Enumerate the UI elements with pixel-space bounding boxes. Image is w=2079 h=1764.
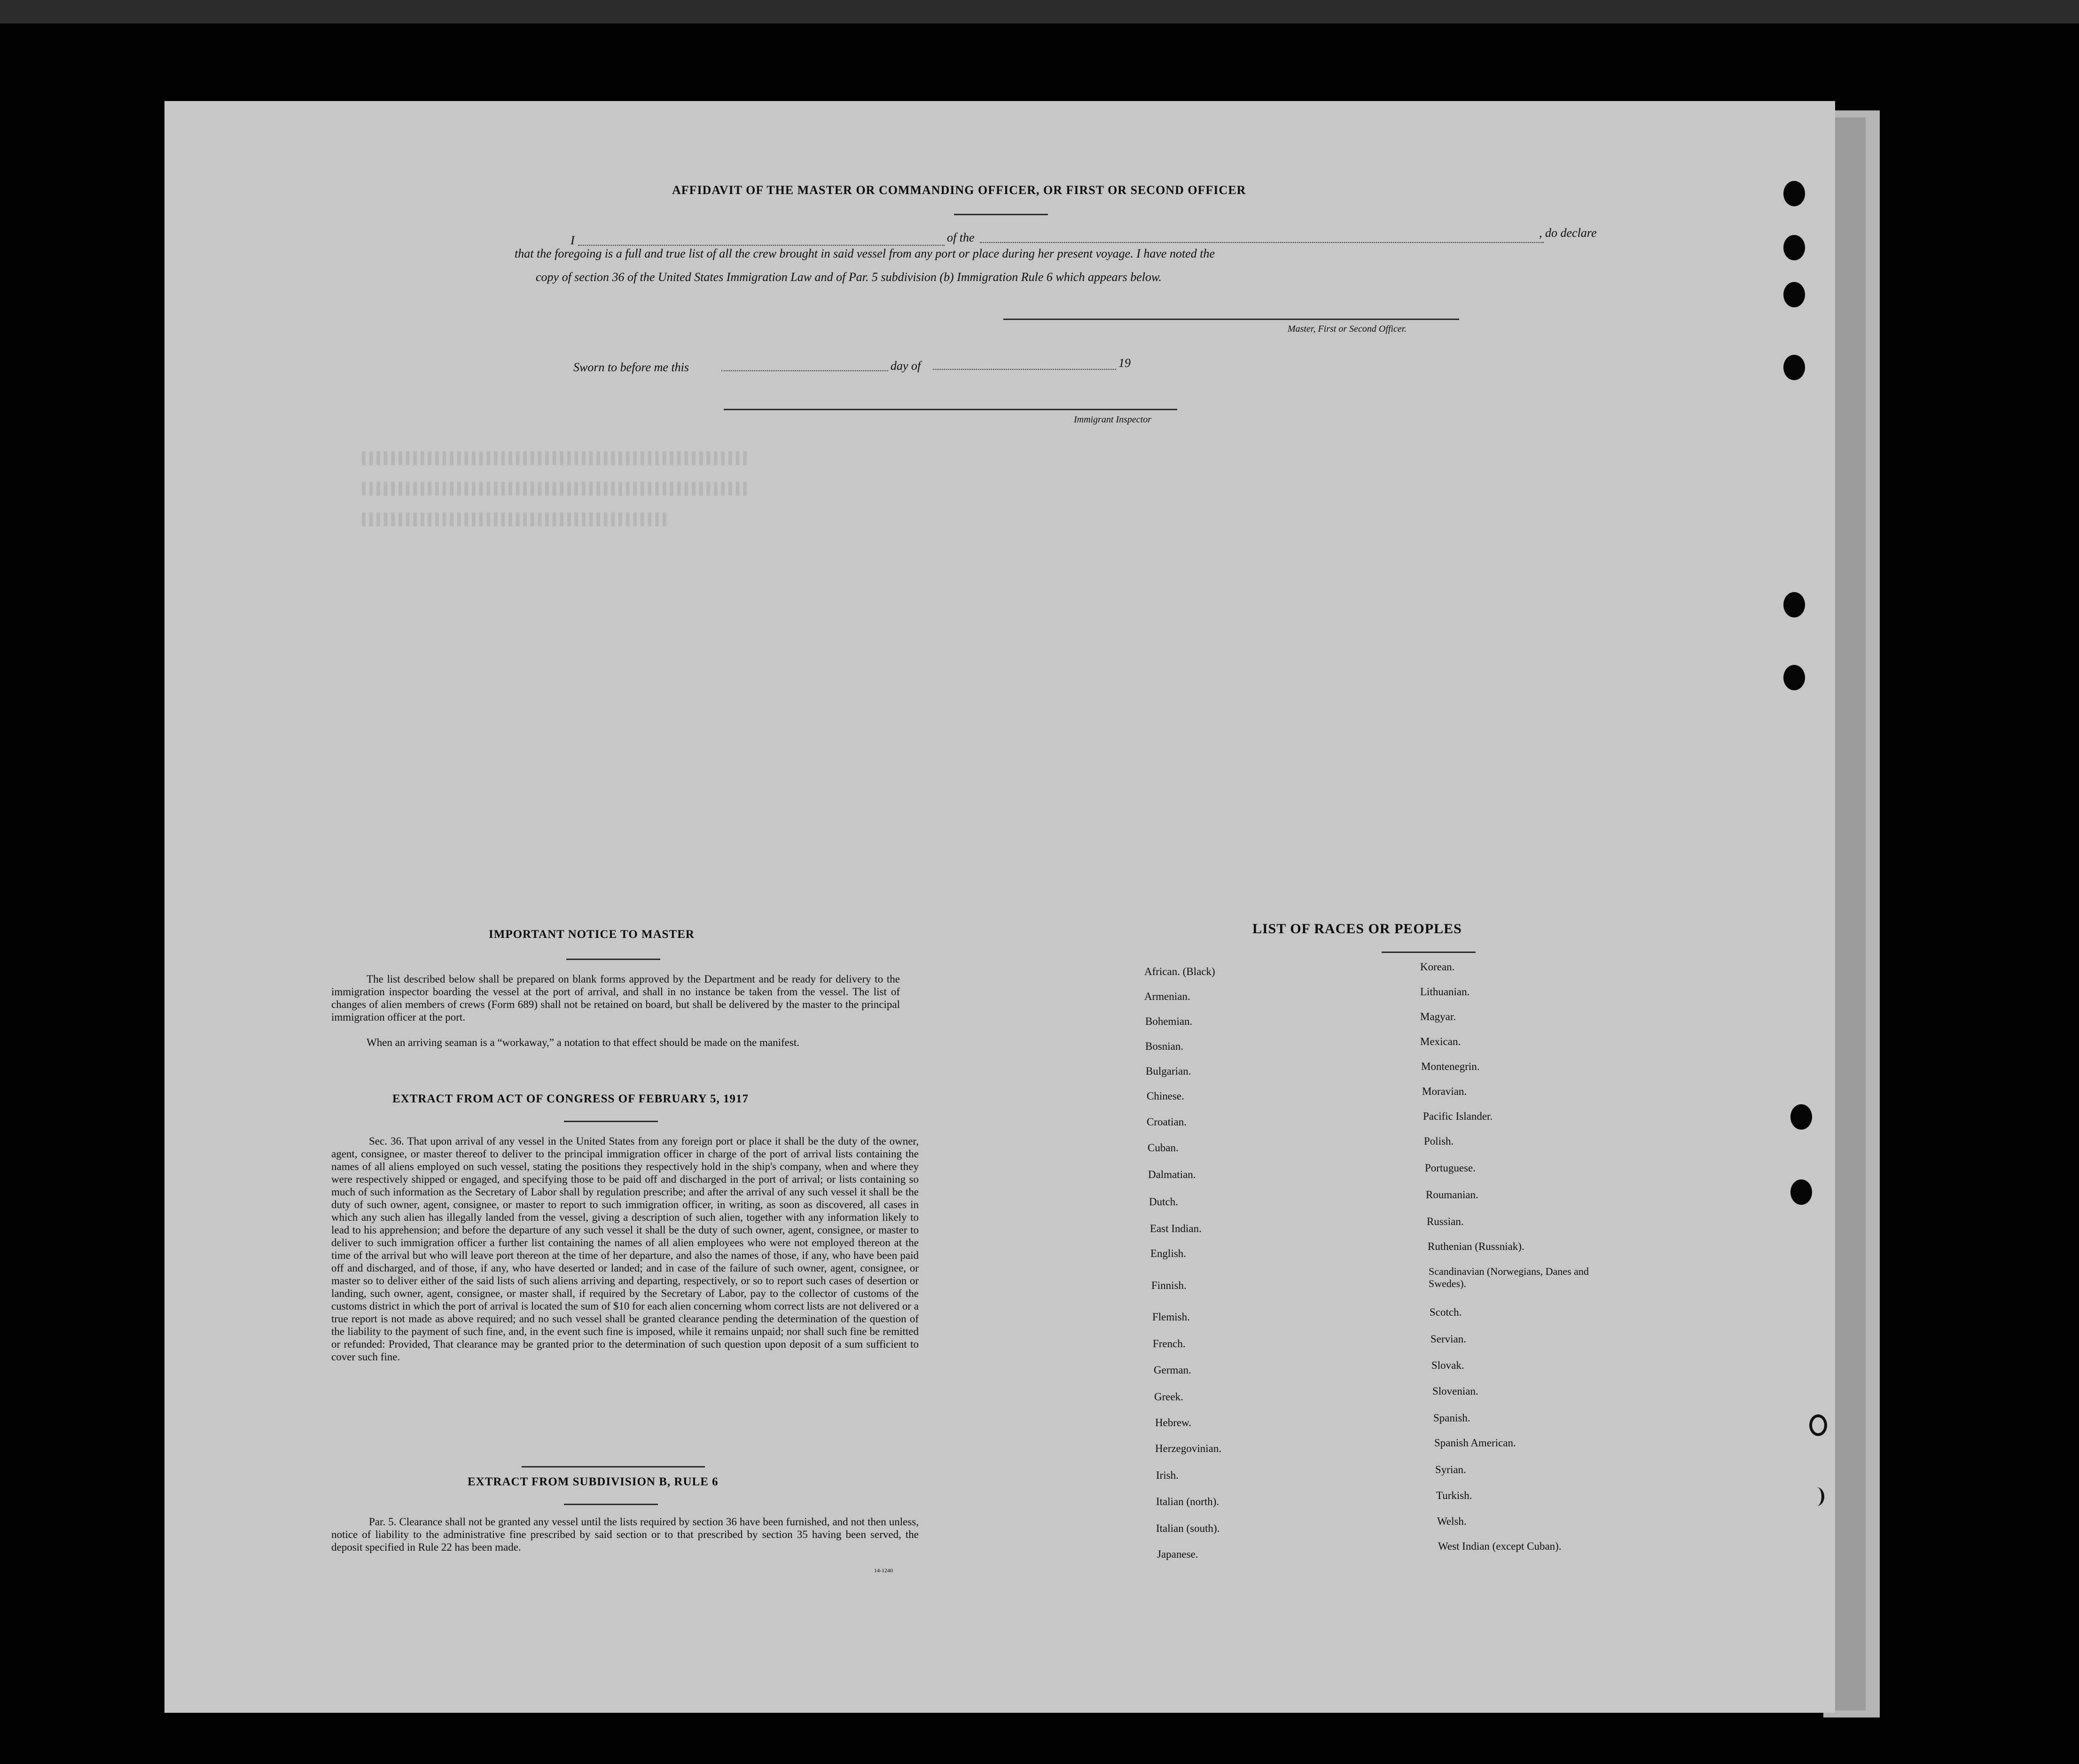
binder-hole (1783, 282, 1805, 307)
extract-act-title: EXTRACT FROM ACT OF CONGRESS OF FEBRUARY 5, 1917 (392, 1093, 749, 1105)
race-item: Bulgarian. (1146, 1065, 1191, 1077)
extract-rule-underline (564, 1504, 658, 1505)
affidavit-declare-label: , do declare (1539, 226, 1597, 240)
extract-act-underline (564, 1121, 658, 1122)
sworn-label: Sworn to before me this (573, 360, 689, 374)
race-item: Servian. (1430, 1333, 1467, 1345)
binder-hole (1783, 592, 1805, 617)
notice-paragraph-2: When an arriving seaman is a “workaway,” a notation to that effect should be made on the manifest. (367, 1037, 799, 1048)
race-item: Turkish. (1436, 1490, 1472, 1501)
race-item: Herzegovinian. (1155, 1443, 1222, 1454)
race-item: Hebrew. (1155, 1417, 1192, 1428)
notice-title: IMPORTANT NOTICE TO MASTER (489, 928, 695, 941)
binder-hole-ring (1809, 1414, 1827, 1436)
race-item: Spanish American. (1434, 1437, 1516, 1449)
affidavit-title: AFFIDAVIT OF THE MASTER OR COMMANDING OFFICER, OR FIRST OR SECOND OFFICER (672, 183, 1246, 197)
race-item: Croatian. (1147, 1116, 1187, 1128)
race-item: German. (1154, 1364, 1191, 1376)
notice-paragraph-1: The list described below shall be prepared on blank forms approved by the Department and be ready for delivery to the immigration inspector boarding the vessel at the port of arrival, and shall in no instance be taken from the vessel. The list of changes of alien members of crews (Form 689) shall not be retained on board, but shall be delivered by the master to the principal immigration officer at the port. (331, 973, 900, 1023)
race-item: Scotch. (1430, 1306, 1462, 1318)
binder-hole (1790, 1104, 1812, 1130)
race-item: Welsh. (1437, 1515, 1467, 1527)
day-of-label: day of (891, 359, 921, 373)
race-item: Magyar. (1420, 1011, 1456, 1022)
affidavit-line-3: copy of section 36 of the United States Immigration Law and of Par. 5 subdivision (b) Immigration Rule 6 which appears below. (536, 270, 1162, 284)
race-item: Spanish. (1433, 1412, 1470, 1424)
race-item: Ruthenian (Russniak). (1428, 1241, 1524, 1252)
race-item: Portuguese. (1425, 1162, 1476, 1174)
race-item: Moravian. (1422, 1085, 1467, 1097)
race-item: West Indian (except Cuban). (1438, 1540, 1562, 1552)
bleed-through-text: ▌▌▌▌▌▌▌▌▌▌▌▌▌▌▌▌▌▌▌▌▌▌▌▌▌▌▌▌▌▌▌▌▌▌▌▌▌▌▌▌▌▌▌▌▌▌▌▌▌▌▌▌▌ (362, 482, 750, 496)
notice-underline (566, 959, 660, 960)
form-number: 14-1240 (874, 1567, 893, 1574)
bleed-through-text: ▌▌▌▌▌▌▌▌▌▌▌▌▌▌▌▌▌▌▌▌▌▌▌▌▌▌▌▌▌▌▌▌▌▌▌▌▌▌▌▌▌▌ (362, 512, 670, 526)
races-title: LIST OF RACES OR PEOPLES (1252, 921, 1462, 937)
race-item: African. (Black) (1144, 966, 1215, 977)
inspector-signature-line[interactable] (724, 409, 1177, 410)
race-item: Russian. (1427, 1216, 1464, 1227)
race-item: English. (1150, 1248, 1187, 1259)
race-item: French. (1153, 1338, 1186, 1350)
race-item: Pacific Islander. (1423, 1110, 1493, 1122)
race-item: Armenian. (1144, 991, 1190, 1002)
race-item: Italian (north). (1156, 1496, 1219, 1507)
scan-top-border (0, 0, 2079, 23)
race-item: Korean. (1420, 961, 1455, 973)
binder-hole (1783, 181, 1805, 206)
vessel-blank[interactable] (980, 242, 1544, 243)
race-item: Bohemian. (1145, 1015, 1193, 1027)
binder-hole (1790, 1179, 1812, 1205)
binder-hole-ring (1809, 1487, 1824, 1506)
race-item: Finnish. (1151, 1280, 1187, 1291)
race-item: Bosnian. (1145, 1040, 1184, 1052)
race-item: Cuban. (1148, 1142, 1179, 1154)
extract-rule-top-rule (522, 1466, 705, 1467)
race-item: Italian (south). (1156, 1522, 1220, 1534)
bleed-through-text: ▌▌▌▌▌▌▌▌▌▌▌▌▌▌▌▌▌▌▌▌▌▌▌▌▌▌▌▌▌▌▌▌▌▌▌▌▌▌▌▌▌▌▌▌▌▌▌▌▌▌▌▌▌ (362, 451, 750, 465)
binder-hole (1783, 665, 1805, 690)
race-item: Flemish. (1152, 1311, 1190, 1323)
race-item: Japanese. (1157, 1548, 1198, 1560)
name-blank[interactable] (578, 245, 945, 246)
document-page (164, 101, 1835, 1713)
extract-rule-title: EXTRACT FROM SUBDIVISION B, RULE 6 (468, 1475, 719, 1488)
binder-hole (1783, 235, 1805, 260)
race-item: Slovenian. (1432, 1385, 1478, 1397)
race-item: Mexican. (1420, 1036, 1461, 1047)
race-item: Roumanian. (1426, 1189, 1478, 1201)
race-item: Syrian. (1435, 1464, 1466, 1475)
race-item: Scandinavian (Norwegians, Danes and Swedes). (1429, 1265, 1589, 1289)
sworn-month-blank[interactable] (933, 369, 1116, 370)
underlying-page-edge-2 (1833, 117, 1866, 1710)
race-item: Irish. (1156, 1469, 1179, 1481)
year-label: 19 (1118, 356, 1131, 370)
sworn-day-blank[interactable] (721, 370, 888, 371)
race-item: Dutch. (1149, 1196, 1178, 1208)
extract-act-text: Sec. 36. That upon arrival of any vessel in the United States from any foreign port or place it shall be the duty of the owner, agent, consignee, or master thereof to deliver to the principal immigration officer in charge of the port of arrival lists containing the names of all aliens employed on such vessel, stating the positions they respectively hold in the ship's company, when and where they were respectively shipped or engaged, and specifying those to be paid off and discharged in the port of arrival; or lists containing so much of such information as the Secretary of Labor shall by regulation prescribe; and after the arrival of any such vessel it shall be the duty of such owner, agent, consignee, or master to report to such immigration officer, in writing, as soon as discovered, all cases in which any such alien has illegally landed from the vessel, giving a description of such alien, together with any information likely to lead to his apprehension; and before the departure of any such vessel it shall be the duty of such owner, agent, consignee, or master to deliver to such immigration officer a further list containing the names of all alien employees who were not employed thereon at the time of the arrival but who will leave port thereon at the time of her departure, and also the names of those, if any, who have been paid off and discharged, and of those, if any, who have deserted or landed; and in case of the failure of such owner, agent, consignee, or master so to deliver either of the said lists of such aliens arriving and departing, respectively, or so to report such cases of desertion or landing, such owner, agent, consignee, or master shall, if required by the Secretary of Labor, pay to the collector of customs of the customs district in which the port of arrival is located the sum of $10 for each alien concerning whom correct lists are not delivered or a true report is not made as above required; and no such vessel shall be granted clearance pending the determination of the question of the liability to the payment of such fine, and, in the event such fine is imposed, while it remains unpaid; nor shall such fine be remitted or refunded: Provided, That clearance may be granted prior to the determination of such question upon deposit of a sum sufficient to cover such fine. (331, 1135, 919, 1363)
race-item: Slovak. (1431, 1359, 1464, 1371)
race-item: Polish. (1424, 1135, 1454, 1147)
affidavit-i-label: I (571, 234, 575, 247)
master-label: Master, First or Second Officer. (1288, 324, 1407, 334)
race-item: Chinese. (1147, 1090, 1184, 1102)
race-item: Lithuanian. (1420, 986, 1470, 998)
affidavit-of-the-label: of the (947, 231, 975, 244)
extract-rule-text: Par. 5. Clearance shall not be granted any vessel until the lists required by section 36 have been furnished, and not then unless, notice of liability to the administrative fine prescribed by said section or to that prescribed by section 35 having been served, the deposit specified in Rule 22 has been made. (331, 1516, 919, 1553)
race-item: Greek. (1154, 1391, 1183, 1403)
race-item: East Indian. (1150, 1223, 1202, 1234)
master-signature-line[interactable] (1003, 319, 1459, 320)
races-underline (1382, 952, 1476, 953)
binder-hole (1783, 355, 1805, 380)
inspector-label: Immigrant Inspector (1074, 414, 1151, 425)
race-item: Montenegrin. (1421, 1061, 1480, 1072)
race-item: Dalmatian. (1148, 1169, 1196, 1180)
affidavit-line-2: that the foregoing is a full and true list of all the crew brought in said vessel from any port or place during her present voyage. I have noted the (515, 247, 1215, 260)
title-underline (954, 214, 1048, 215)
